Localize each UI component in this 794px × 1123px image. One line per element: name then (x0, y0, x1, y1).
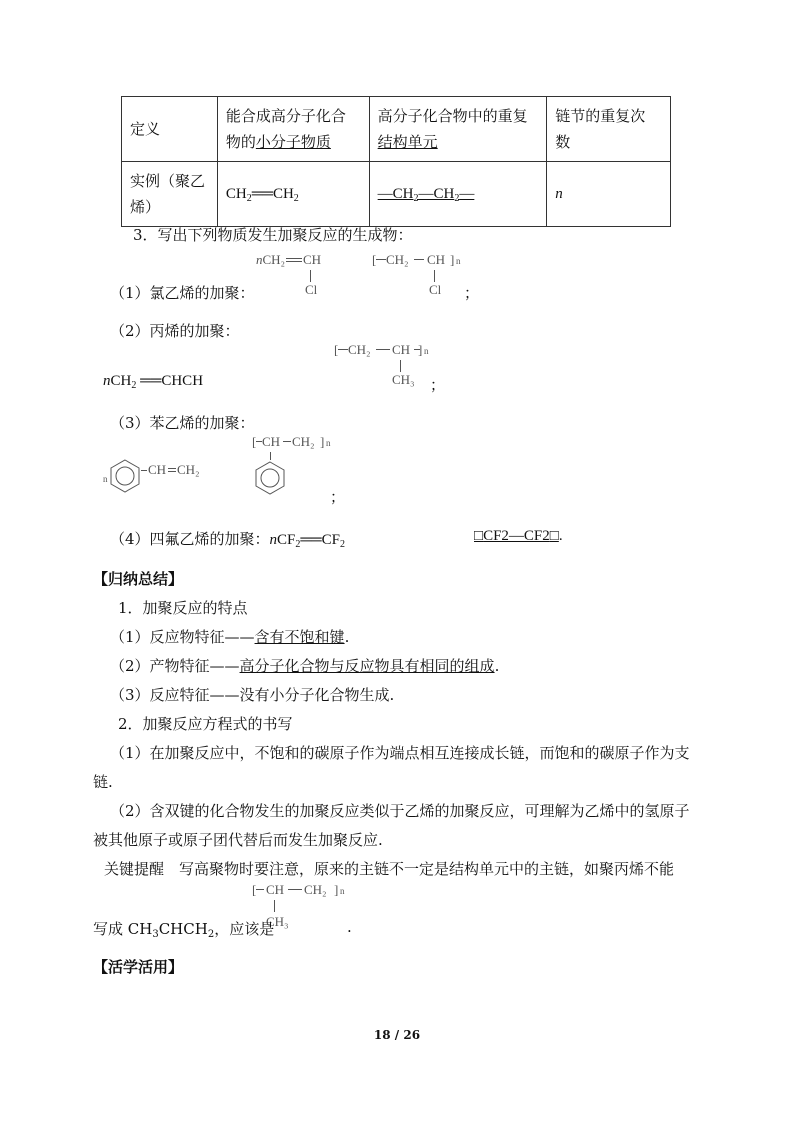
table-cell: 高分子化合物中的重复 结构单元 (369, 97, 547, 162)
summary-p2a-line2: 链. (93, 773, 113, 791)
semicolon: ； (464, 284, 480, 302)
key-tip-line1: 关键提醒 写高聚物时要注意，原来的主链不一定是结构单元中的主链，如聚丙烯不能 (104, 860, 675, 878)
table-cell: 能合成高分子化合 物的小分子物质 (217, 97, 369, 162)
table-cell: 定义 (122, 97, 218, 162)
polyvinyl-chloride-structure: [ CH₂ CH ] n Cl (372, 252, 461, 297)
benzene-ring-icon (254, 460, 286, 496)
propylene-formula: nCH$_2$ ══CHCH (103, 373, 204, 391)
summary-heading: 【归纳总结】 (93, 570, 184, 588)
summary-p2a-line1: （1）在加聚反应中，不饱和的碳原子作为端点相互连接成长链，而饱和的碳原子作为支 (110, 744, 690, 762)
table-row (122, 162, 671, 227)
ptfe-product: □CF2—CF2□. (474, 528, 563, 544)
semicolon: ； (330, 488, 346, 506)
definition-table (121, 96, 671, 227)
table-row (122, 97, 671, 162)
summary-p1: 1．加聚反应的特点 (118, 599, 248, 617)
summary-p2b-line1: （2）含双键的化合物发生的加聚反应类似于乙烯的加聚反应，可理解为乙烯中的氢原子 (110, 802, 690, 820)
styrene-structure: n CH CH₂ (103, 452, 213, 498)
q3-item1: （1）氯乙烯的加聚： (110, 284, 255, 302)
table-cell: n (547, 162, 671, 227)
summary-p1b: （2）产物特征——高分子化合物与反应物具有相同的组成. (110, 657, 500, 675)
key-tip-line2: 写成 $CH_3CHCH_2$，应该是 (93, 920, 275, 940)
table-cell: $—CH_2—CH_2—$ (369, 162, 547, 227)
polypropylene-structure: [ CH₂ CH ] n CH₃ (334, 342, 429, 387)
table-cell: $CH_2══CH_2$ (217, 162, 369, 227)
page-number: 18 / 26 (373, 1028, 421, 1042)
q3-item2: （2）丙烯的加聚： (110, 322, 240, 340)
semicolon: ； (430, 376, 446, 394)
q3-item4: （4）四氟乙烯的加聚：$nCF_2══CF_2$ (110, 530, 346, 550)
q3-title: 3．写出下列物质发生加聚反应的生成物： (133, 226, 413, 244)
practice-heading: 【活学活用】 (93, 958, 184, 976)
summary-p2: 2．加聚反应方程式的书写 (118, 715, 293, 733)
polystyrene-structure: [ CH CH₂ ] n (252, 434, 336, 500)
benzene-ring-icon (109, 458, 141, 494)
summary-p2b-line2: 被其他原子或原子团代替后而发生加聚反应. (93, 831, 383, 849)
polypropylene-correct-structure: [ CH CH₂ ] n CH₃ (252, 882, 345, 929)
summary-p1c: （3）反应特征——没有小分子化合物生成. (110, 686, 395, 704)
table-cell: 链节的重复次 数 (547, 97, 671, 162)
key-tip-period: . (347, 918, 352, 936)
summary-p1a: （1）反应物特征——含有不饱和键. (110, 628, 350, 646)
table-cell: 实例（聚乙 烯） (122, 162, 218, 227)
vinyl-chloride-structure: nCH₂ CH Cl (256, 252, 322, 297)
q3-item3: （3）苯乙烯的加聚： (110, 414, 255, 432)
